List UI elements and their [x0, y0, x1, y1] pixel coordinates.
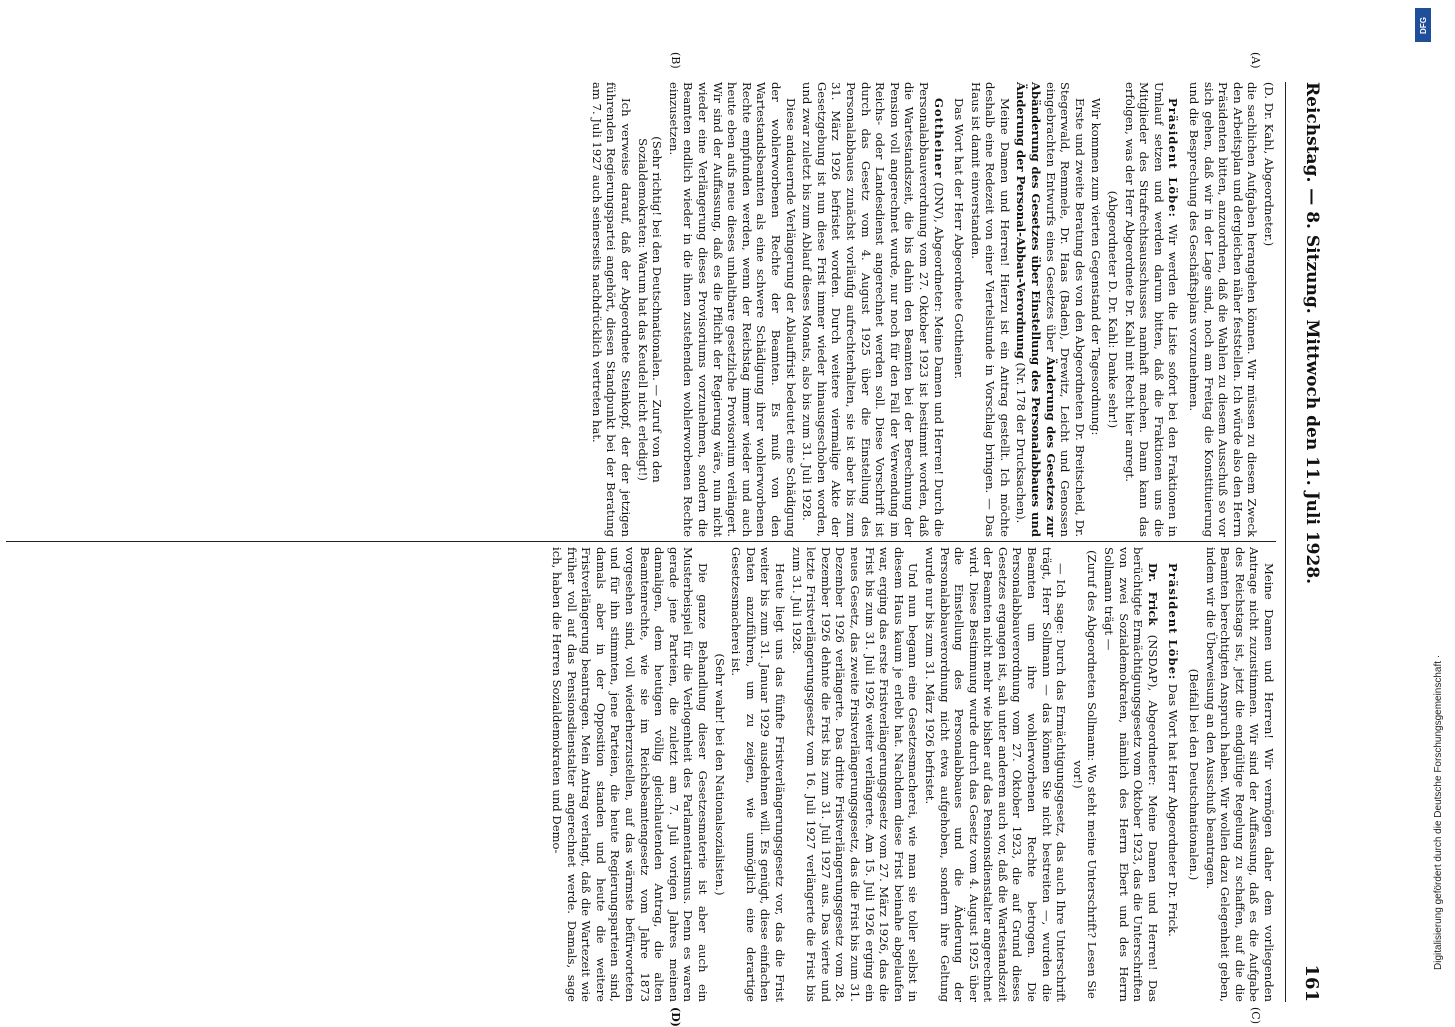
paragraph: Diese andauernde Verlängerung der Ablauffrist bedeutet eine Schädigung der wohlerworbenen Rechte der Beamten. Es muß von den Wartestandsbeamten als eine schwere Schädigung ihrer wohlerworbenen Rechte empfunden werden, wenn der Reichstag immer wieder und auch heute eben aufs neue dieses unhaltbare gesetzliche Provisorium verlängert. Wir sind der Auffassung, daß es die Pflicht der Regierung wäre, nun nicht wieder eine Verlängerung dieses Provisoriums vorzunehmen, sondern die Beamten endlich wieder in die ihnen zustehenden wohlerworbenen Rechte einzusetzen. [666, 82, 798, 537]
dfg-logo [1415, 8, 1431, 42]
speaker-name: Gottheiner [931, 98, 946, 179]
paragraph [1101, 547, 1159, 1002]
speaker-name: Präsident Löbe: [1166, 563, 1181, 681]
speech-text: Das Wort hat Herr Abgeordneter Dr. Frick. [1166, 683, 1181, 937]
agenda-item [1014, 82, 1087, 537]
speaker-name: Präsident Löbe: [1166, 98, 1181, 218]
bill-reference: (Nr. 178 der Drucksachen). [1014, 362, 1029, 524]
paragraph [1122, 82, 1180, 537]
interjection: (Sehr wahr! bei den Nationalsozialisten.) [712, 653, 727, 896]
dfg-logo-text: DFG [1418, 16, 1428, 34]
speaker-name: Dr. Frick [1145, 563, 1160, 626]
paragraph: Das Wort hat der Herr Abgeordnete Gottheiner. [952, 98, 967, 380]
paragraph: die sachlichen Aufgaben herangehen können. Wir müssen zu diesem Zweck den Arbeitsplan und dergleichen näher feststellen. Ich würde also den Herrn Präsidenten bitten, anzuordnen, daß die Wahlen zu diesem Ausschuß so vor sich gehen, daß wir in der Lage sind, noch am Freitag die Konstituierung und die Besprechung des Geschäftsplans vorzunehmen. [1187, 82, 1260, 537]
interjection: (Zuruf des Abgeordneten Sollmann: Wo steht meine Unterschrift? Lesen Sie vor!) [1070, 550, 1100, 999]
margin-marker-a: (A) [1249, 52, 1262, 69]
paragraph [1166, 547, 1181, 1002]
margin-marker-d: (D) [669, 1007, 682, 1027]
header-rule [1285, 82, 1286, 1002]
agenda-intro: Erste und zweite Beratung des von den Abgeordneten Dr. Breitscheid, Dr. Stegerwald, Remmele, Dr. Haas (Baden), Drewitz, Leicht und Genossen eingebrachten Entwurfs eines Gesetzes über [1043, 82, 1087, 537]
paragraph: — Ich sage: Durch das Ermächtigungsgesetz, das auch Ihre Unterschrift trägt, Herr Sollmann — das können Sie nicht bestreiten —, wurden die Beamten um ihre wohlerworbenen Rechte betrogen. Die Personalabbauverordnung vom 27. Oktober 1923, die auf Grund dieses Gesetzes ergangen ist, sah unter anderem auch vor, daß die Wartestandszeit der Beamten nicht mehr wie bisher auf das Pensionsdienstalter angerechnet wird. Diese Bestimmung wurde durch das Gesetz vom 4. August 1925 über die Einstellung des Personalabbaues und die Änderung der Personalabbauverordnung nicht etwa aufgehoben, sondern ihre Geltung wurde nur bis zum 31. März 1926 befristet. [922, 547, 1069, 1002]
speech-text: (NSDAP), Abgeordneter: Meine Damen und Herren! Das berüchtigte Ermächtigungsgesetz vom Oktober 1923, das die Unterschriften von zwei Sozialdemokraten, nämlich des Herrn Ebert und des Herrn Sollmann trägt — [1102, 547, 1160, 1002]
paragraph: Wir kommen zum vierten Gegenstand der Tagesordnung: [1089, 98, 1104, 436]
paragraph: Und nun begann eine Gesetzesmacherei, wie man sie toller selbst in diesem Haus kaum je erlebt hat. Nachdem diese Frist beinahe abgelaufen war, erging das erste Fristverlängerungsgesetz vom 27. März 1926, das die Frist bis zum 31. Juli 1926 weiter verlängerte. Am 15. Juli 1926 erging ein neues Gesetz, das zweite Fristverlängerungsgesetz, das die Frist bis zum 31. Dezember 1926 verlängerte. Das dritte Fristverlängerungsgesetz vom 28. Dezember 1926 dehnte die Frist bis zum 31. Juli 1927 aus. Das vierte und letzte Fristverlängerungsgesetz vom 16. Juli 1927 verlängerte die Frist bis zum 31. Juli 1928. [789, 547, 921, 1002]
running-header: Reichstag. — 8. Sitzung. Mittwoch den 11. Juli 1928. [1302, 82, 1322, 585]
left-column [6, 82, 1276, 537]
paragraph: Heute liegt uns das fünfte Fristverlängerungsgesetz vor, das die Frist weiter bis zum 31. Januar 1929 ausdehnen will. Es genügt, diese einfachen Daten anzuführen, um zu zeigen, wie unmöglich eine derartige Gesetzesmacherei ist. [729, 547, 787, 1002]
speech-text: (DNV), Abgeordneter: Meine Damen und Herren! Durch die Personalabbauverordnung vom 27. Oktober 1923 ist bestimmt worden, daß die Wartestandszeit, die bis dahin den Beamten bei der Berechnung der Pension voll angerechnet wurde, nur noch für den Fall der Verwendung im Reichs- oder Landesdienst angerechnet werden soll. Diese Vorschrift ist durch das Gesetz vom 4. August 1925 über die Einstellung des Personalabbaues zunächst vorläufig aufrechterhalten, sie ist aber bis zum 31. März 1926 befristet worden. Durch weitere viermalige Akte der Gesetzgebung ist nun diese Frist immer wieder hinausgeschoben worden, und zwar zuletzt bis zum Ablauf dieses Monats, also bis zum 31. Juli 1928. [800, 82, 946, 538]
interjection: (Sehr richtig! bei den Deutschnationalen. — Zuruf von den Sozialdemokraten: Warum hat das Keudell nicht erledigt!) [635, 136, 665, 483]
right-column [6, 547, 1276, 1002]
margin-marker-c: (C) [1249, 1007, 1262, 1024]
paragraph [800, 82, 946, 537]
paragraph: Meine Damen und Herren! Wir vermögen daher dem vorliegenden Antrage nicht zuzustimmen. Wir sind der Auffassung, daß es die Aufgabe des Reichstags ist, jetzt die endgültige Regelung zu schaffen, auf die die Beamten berechtigten Anspruch haben. Wir wollen dazu Gelegenheit geben, indem wir die Überweisung an den Ausschuß beantragen. [1203, 547, 1276, 1002]
paragraph: Meine Damen und Herren! Hierzu ist ein Antrag gestellt. Ich möchte deshalb eine Redezeit von einer Viertelstunde in Vorschlag bringen. — Das Haus ist damit einverstanden. [968, 82, 1012, 537]
paragraph: Die ganze Behandlung dieser Gesetzesmaterie ist aber auch ein Musterbeispiel für die Verlogenheit des Parlamentarismus. Denn es waren gerade jene Parteien, die zuletzt am 7. Juli vorigen Jahres meinen damaligen, dem heutigen völlig gleichlautenden Antrag, die alten Beamtenrechte, wie sie im Reichsbeamtengesetz vom Jahre 1873 vorgesehen sind, voll wiederherzustellen, auf das wärmste befürworteten und für ihn stimmten, jene Parteien, die heute Regierungsparteien sind, damals aber in der Opposition standen und heute die weitere Fristverlängerung beantragen. Mein Antrag verlangt, daß die Wartezeit wie früher voll auf das Pensionsdienstalter angerechnet werde. Damals, sage ich, haben die Herren Sozialdemokraten und Demo- [550, 547, 711, 1002]
bill-title: Änderung des Gesetzes zur Abänderung des Gesetzes über Einstellung des Personalabbaues und Änderung der Personal-Abbau-Verordnung [1014, 82, 1058, 538]
margin-marker-b: (B) [669, 52, 682, 69]
digitization-credit-text: Digitalisierung gefördert durch die Deutsche Forschungsgemeinschaft · [1433, 654, 1444, 970]
interjection: (Beifall bei den Deutschnationalen.) [1187, 668, 1202, 881]
paragraph: Ich verweise darauf, daß der Abgeordnete Steinkopf, der der jetzigen führenden Regierungspartei angehört, diesen Standpunkt bei der Beratung am 7. Juli 1927 auch seinerseits nachdrücklich vertreten hat. [589, 82, 634, 537]
digitization-credit [1395, 10, 1455, 990]
rotated-document-page [0, 52, 1322, 1027]
column-divider [6, 541, 1276, 542]
page-number: 161 [1301, 964, 1322, 1002]
speech-text: Wir werden die Liste sofort bei den Fraktionen in Umlauf setzen und werden darum bitten, daß die Fraktionen uns die Mitglieder des Strafrechtsausschusses namhaft machen. Dann kann das erfolgen, was der Herr Abgeordnete Dr. Kahl mit Recht hier anregt. [1122, 82, 1181, 538]
interjection: (Abgeordneter D. Dr. Kahl: Danke sehr!) [1106, 190, 1121, 429]
speaker-reference: (D. Dr. Kahl, Abgeordneter.) [1262, 82, 1276, 247]
